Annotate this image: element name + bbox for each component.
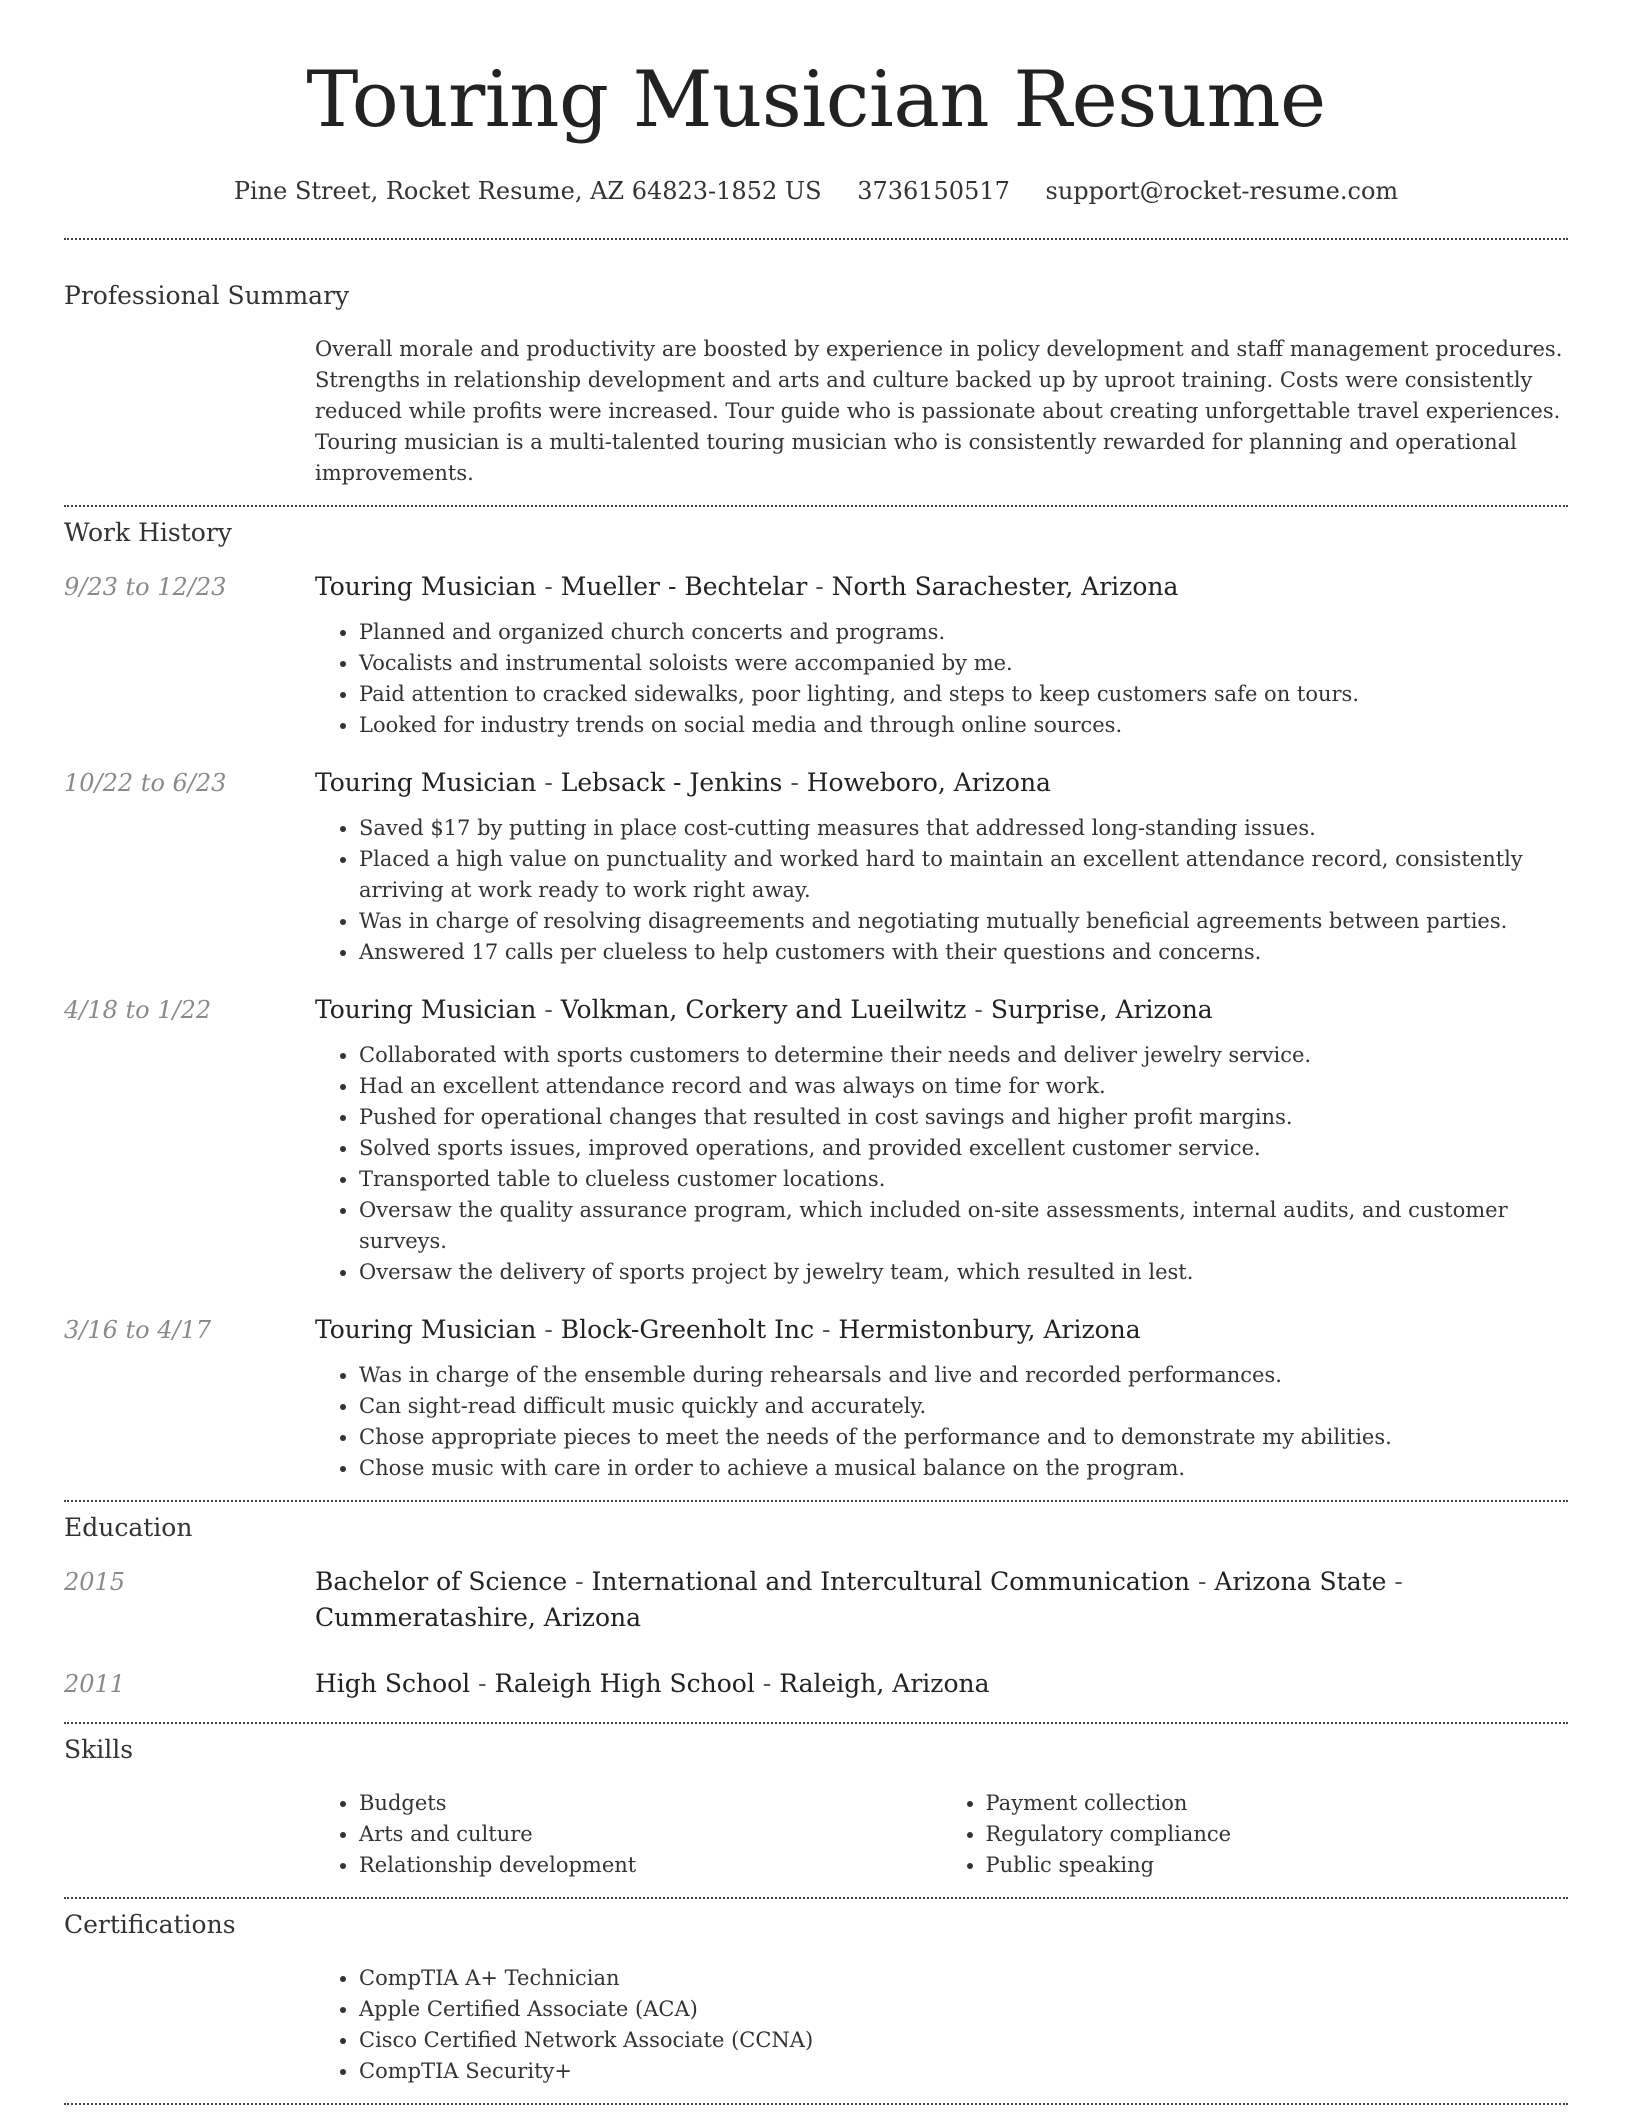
separator: - [1386,1567,1403,1596]
section-title: Certifications [64,1910,236,1939]
separator: - [807,572,832,601]
job-entry [64,569,1568,741]
certification-item: • CompTIA A+ Technician [359,1963,1568,1994]
job-title-line [315,569,1568,605]
list-item: • Placed a high value on punctuality and worked hard to maintain an excellent attendance record, consistently arriving at work ready to work right away. [359,844,1568,906]
contact-line [0,176,1632,206]
job-company: Lebsack - Jenkins [560,768,783,797]
education-school: Arizona State [1214,1567,1387,1596]
education-field: International and Intercultural Communication [591,1567,1191,1596]
job-location: Hermistonbury, Arizona [838,1315,1141,1344]
job-bullets [315,1040,1568,1288]
list-item: • Planned and organized church concerts and programs. [359,617,1568,648]
job-dates: 10/22 to 6/23 [64,769,227,797]
education-details [315,1666,1568,1702]
certification-item: • Apple Certified Associate (ACA) [359,1994,1568,2025]
list-item: • Looked for industry trends on social media and through online sources. [359,710,1568,741]
certifications-section [64,1899,1568,2087]
education-year: 2015 [64,1568,126,1596]
separator: - [966,995,991,1024]
summary-section [64,240,1568,489]
separator: - [567,1567,592,1596]
section-title: Work History [64,518,232,547]
job-bullets [315,1360,1568,1484]
job-role: Touring Musician [315,1315,537,1344]
education-year: 2011 [64,1670,126,1698]
skills-section [64,1724,1568,1881]
education-degree: High School [315,1669,471,1698]
separator: - [536,1315,561,1344]
separator: - [536,768,561,797]
contact-address: Pine Street, Rocket Resume, AZ 64823-1852 US [233,177,822,205]
list-item: • Saved $17 by putting in place cost-cutting measures that addressed long-standing issues. [359,813,1568,844]
job-details [315,765,1568,968]
section-title: Education [64,1513,193,1542]
education-degree: Bachelor of Science [315,1567,568,1596]
resume-title: Touring Musician Resume [306,55,1326,145]
job-company: Block-Greenholt Inc [560,1315,815,1344]
job-dates: 3/16 to 4/17 [64,1316,212,1344]
job-details [315,992,1568,1288]
job-role: Touring Musician [315,768,537,797]
list-item: • Was in charge of resolving disagreements and negotiating mutually beneficial agreements between parties. [359,906,1568,937]
list-item: • Oversaw the quality assurance program, which included on-site assessments, internal audits, and customer surveys. [359,1195,1568,1257]
skill-item: • Public speaking [986,1850,1569,1881]
education-details [315,1564,1568,1636]
job-entry [64,765,1568,968]
separator: - [470,1669,495,1698]
separator: - [536,572,561,601]
work-section [64,507,1568,1484]
skills-grid [315,1788,1568,1881]
job-title-line [315,765,1568,801]
list-item: • Transported table to clueless customer locations. [359,1164,1568,1195]
job-bullets [315,813,1568,968]
separator: - [536,995,561,1024]
education-title-line [315,1666,1568,1702]
contact-phone: 3736150517 [857,177,1010,205]
job-details [315,569,1568,741]
certification-item: • CompTIA Security+ [359,2056,1568,2087]
skill-item: • Relationship development [359,1850,942,1881]
list-item: • Answered 17 calls per clueless to help customers with their questions and concerns. [359,937,1568,968]
education-entry [64,1564,1568,1636]
education-school: Raleigh High School [494,1669,755,1698]
list-item: • Pushed for operational changes that resulted in cost savings and higher profit margins. [359,1102,1568,1133]
job-title-line [315,1312,1568,1348]
job-company: Mueller - Bechtelar [560,572,808,601]
job-details [315,1312,1568,1484]
skills-column-right [942,1788,1569,1881]
list-item: • Chose music with care in order to achieve a musical balance on the program. [359,1453,1568,1484]
list-item: • Had an excellent attendance record and was always on time for work. [359,1071,1568,1102]
section-title: Skills [64,1735,134,1764]
list-item: • Paid attention to cracked sidewalks, poor lighting, and steps to keep customers safe on tours. [359,679,1568,710]
list-item: • Can sight-read difficult music quickly and accurately. [359,1391,1568,1422]
job-location: Surprise, Arizona [990,995,1213,1024]
skills-column-left [315,1788,942,1881]
certifications-list [315,1963,1568,2087]
skill-item: • Budgets [359,1788,942,1819]
separator: - [1190,1567,1215,1596]
education-location: Cummeratashire, Arizona [315,1603,642,1632]
list-item: • Vocalists and instrumental soloists were accompanied by me. [359,648,1568,679]
list-item: • Was in charge of the ensemble during rehearsals and live and recorded performances. [359,1360,1568,1391]
education-location: Raleigh, Arizona [779,1669,990,1698]
list-item: • Solved sports issues, improved operations, and provided excellent customer service. [359,1133,1568,1164]
certifications-body [315,1963,1568,2087]
education-entry [64,1666,1568,1702]
skill-item: • Regulatory compliance [986,1819,1569,1850]
job-role: Touring Musician [315,572,537,601]
job-entry [64,1312,1568,1484]
education-title-line [315,1564,1568,1636]
job-location: Howeboro, Arizona [806,768,1051,797]
job-entry [64,992,1568,1288]
separator: - [814,1315,839,1344]
job-dates: 4/18 to 1/22 [64,996,212,1024]
summary-text: Overall morale and productivity are boosted by experience in policy development and staff management procedures. Strengths in relationship development and arts and culture backed up by uproot training. Costs were consistently reduced while profits were increased. Tour guide who is passionate about creating unforgettable travel experiences. Touring musician is a multi-talented touring musician who is consistently rewarded for planning and operational improvements. [315,337,1563,485]
separator: - [754,1669,780,1698]
skill-item: • Arts and culture [359,1819,942,1850]
section-title: Professional Summary [64,281,350,310]
education-section [64,1502,1568,1702]
job-company: Volkman, Corkery and Lueilwitz [560,995,967,1024]
job-bullets [315,617,1568,741]
job-dates: 9/23 to 12/23 [64,573,227,601]
certification-item: • Cisco Certified Network Associate (CCNA) [359,2025,1568,2056]
divider [64,2103,1568,2105]
separator: - [782,768,807,797]
job-role: Touring Musician [315,995,537,1024]
resume-header [0,0,1632,206]
job-title-line [315,992,1568,1028]
list-item: • Chose appropriate pieces to meet the needs of the performance and to demonstrate my abilities. [359,1422,1568,1453]
job-location: North Sarachester, Arizona [831,572,1179,601]
list-item: • Oversaw the delivery of sports project by jewelry team, which resulted in lest. [359,1257,1568,1288]
skill-item: • Payment collection [986,1788,1569,1819]
list-item: • Collaborated with sports customers to determine their needs and deliver jewelry service. [359,1040,1568,1071]
contact-email: support@rocket-resume.com [1045,177,1399,205]
